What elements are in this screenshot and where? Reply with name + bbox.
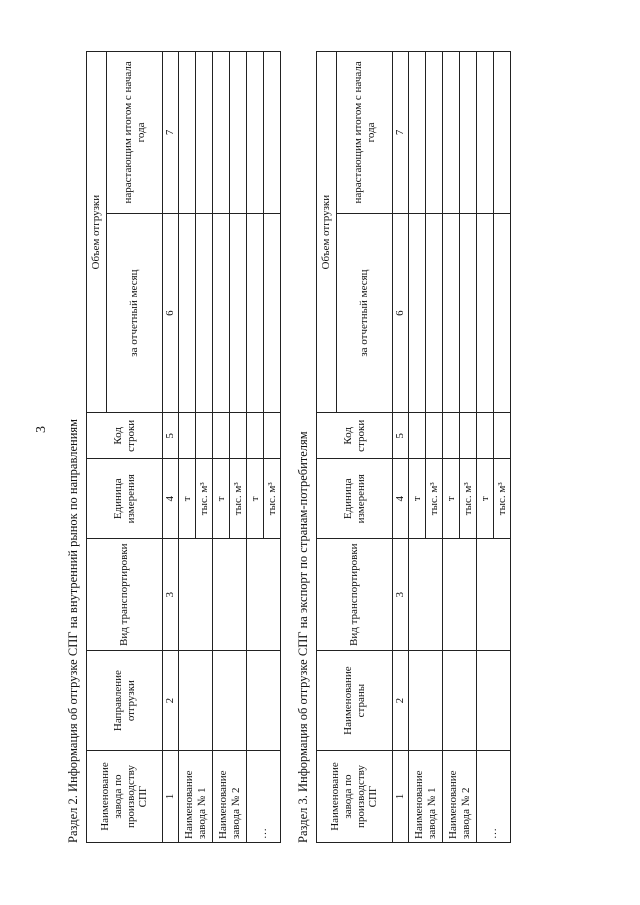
col-number: 7	[393, 52, 409, 214]
cell-empty	[264, 52, 281, 214]
plant-name: Наименование завода № 1	[409, 751, 443, 843]
cell-empty	[409, 52, 426, 214]
cell-empty	[196, 52, 213, 214]
cell-empty	[443, 651, 477, 751]
cell-empty	[213, 213, 230, 413]
header-direction: Направление отгрузки	[87, 651, 163, 751]
cell-empty	[494, 213, 511, 413]
col-number: 1	[163, 751, 179, 843]
section2-title: Раздел 2. Информация об отгрузке СПГ на внутренний рынок по направлениям	[66, 418, 80, 843]
cell-empty	[230, 413, 247, 459]
header-month: за отчетный месяц	[107, 213, 163, 413]
cell-empty	[477, 413, 494, 459]
header-transport: Вид транспортировки	[87, 539, 163, 651]
cell-empty	[460, 52, 477, 214]
col-number: 6	[393, 213, 409, 413]
cell-empty	[247, 213, 264, 413]
cell-empty	[494, 413, 511, 459]
cell-empty	[426, 213, 443, 413]
unit-cell: тыс. м³	[494, 459, 511, 539]
col-number: 2	[393, 651, 409, 751]
cell-empty	[443, 413, 460, 459]
cell-empty	[213, 539, 247, 651]
unit-cell: тыс. м³	[196, 459, 213, 539]
cell-empty	[196, 213, 213, 413]
unit-cell: т	[443, 459, 460, 539]
cell-empty	[179, 52, 196, 214]
header-volume: Объем отгрузки	[87, 52, 107, 413]
cell-empty	[230, 213, 247, 413]
col-number: 5	[163, 413, 179, 459]
col-number: 4	[163, 459, 179, 539]
unit-cell: т	[179, 459, 196, 539]
plant-name: Наименование завода № 1	[179, 751, 213, 843]
header-unit: Единица измерения	[317, 459, 393, 539]
cell-empty	[477, 213, 494, 413]
cell-empty	[477, 651, 511, 751]
cell-empty	[247, 52, 264, 214]
cell-empty	[213, 52, 230, 214]
cell-empty	[409, 539, 443, 651]
cell-empty	[179, 213, 196, 413]
section3-table	[316, 51, 511, 843]
cell-empty	[213, 413, 230, 459]
header-cumulative: нарастающим итогом с начала года	[337, 52, 393, 214]
cell-empty	[264, 213, 281, 413]
cell-empty	[443, 52, 460, 214]
unit-cell: т	[247, 459, 264, 539]
unit-cell: тыс. м³	[230, 459, 247, 539]
cell-empty	[179, 539, 213, 651]
section2-table	[86, 51, 281, 843]
cell-empty	[264, 413, 281, 459]
cell-empty	[494, 52, 511, 214]
col-number: 3	[163, 539, 179, 651]
cell-empty	[179, 651, 213, 751]
cell-empty	[409, 651, 443, 751]
plant-name: …	[477, 751, 511, 843]
cell-empty	[426, 413, 443, 459]
cell-empty	[460, 413, 477, 459]
header-plant: Наименование завода по производству СПГ	[87, 751, 163, 843]
header-volume: Объем отгрузки	[317, 52, 337, 413]
unit-cell: тыс. м³	[264, 459, 281, 539]
cell-empty	[409, 213, 426, 413]
col-number: 5	[393, 413, 409, 459]
page-number: 3	[34, 426, 49, 433]
header-code: Код строки	[87, 413, 163, 459]
cell-empty	[213, 651, 247, 751]
unit-cell: т	[409, 459, 426, 539]
cell-empty	[196, 413, 213, 459]
header-cumulative: нарастающим итогом с начала года	[107, 52, 163, 214]
col-number: 1	[393, 751, 409, 843]
cell-empty	[230, 52, 247, 214]
plant-name: Наименование завода № 2	[443, 751, 477, 843]
header-plant: Наименование завода по производству СПГ	[317, 751, 393, 843]
col-number: 4	[393, 459, 409, 539]
header-transport: Вид транспортировки	[317, 539, 393, 651]
unit-cell: тыс. м³	[426, 459, 443, 539]
cell-empty	[247, 539, 281, 651]
header-month: за отчетный месяц	[337, 213, 393, 413]
col-number: 3	[393, 539, 409, 651]
col-number: 7	[163, 52, 179, 214]
col-number: 2	[163, 651, 179, 751]
cell-empty	[247, 651, 281, 751]
cell-empty	[443, 539, 477, 651]
cell-empty	[477, 539, 511, 651]
unit-cell: тыс. м³	[460, 459, 477, 539]
plant-name: Наименование завода № 2	[213, 751, 247, 843]
plant-name: …	[247, 751, 281, 843]
unit-cell: т	[477, 459, 494, 539]
col-number: 6	[163, 213, 179, 413]
section3-title: Раздел 3. Информация об отгрузке СПГ на экспорт по странам-потребителям	[296, 431, 310, 843]
cell-empty	[426, 52, 443, 214]
cell-empty	[179, 413, 196, 459]
cell-empty	[460, 213, 477, 413]
header-unit: Единица измерения	[87, 459, 163, 539]
unit-cell: т	[213, 459, 230, 539]
cell-empty	[409, 413, 426, 459]
cell-empty	[443, 213, 460, 413]
header-code: Код строки	[317, 413, 393, 459]
header-country: Наименование страны	[317, 651, 393, 751]
cell-empty	[247, 413, 264, 459]
cell-empty	[477, 52, 494, 214]
